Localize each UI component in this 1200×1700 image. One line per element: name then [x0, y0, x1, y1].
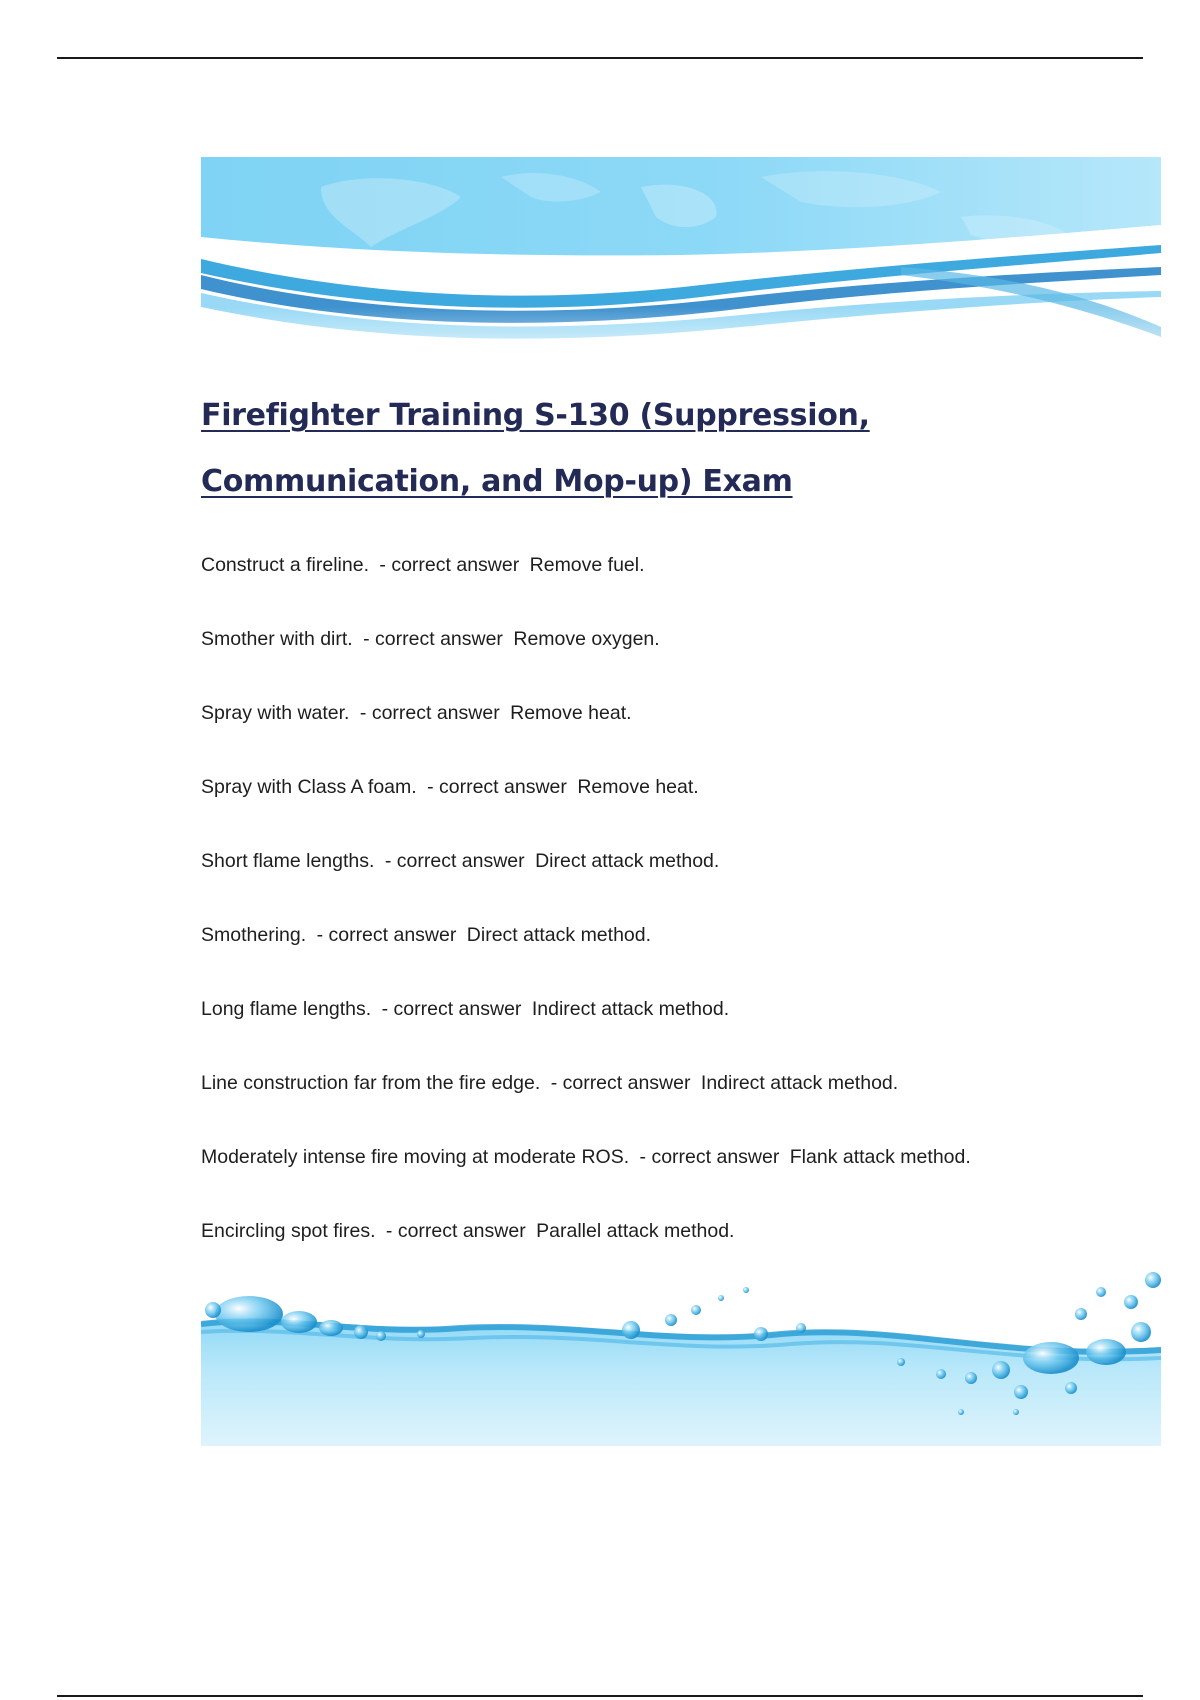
answer-text: Parallel attack method. [536, 1220, 735, 1242]
list-item [201, 1138, 1161, 1212]
question-text: Line construction far from the fire edge. [201, 1072, 541, 1094]
list-item [201, 694, 1161, 768]
answer-text: Remove oxygen. [513, 628, 660, 650]
question-text: Long flame lengths. [201, 998, 372, 1020]
list-item [201, 620, 1161, 694]
question-text: Spray with water. [201, 702, 350, 724]
bottom-rule [57, 1695, 1143, 1697]
question-text: Spray with Class A foam. [201, 776, 417, 798]
answer-text: Indirect attack method. [531, 998, 730, 1020]
list-item [201, 1064, 1161, 1138]
answer-text: Remove heat. [577, 776, 699, 798]
question-text: Moderately intense fire moving at moderate ROS. [201, 1146, 630, 1168]
water-splash-bubbles-banner [201, 1262, 1161, 1446]
answer-separator: - correct answer [639, 1146, 780, 1168]
top-rule [57, 57, 1143, 59]
list-item [201, 768, 1161, 842]
question-answer-list [201, 546, 1161, 1286]
answer-text: Indirect attack method. [700, 1072, 899, 1094]
answer-separator: - correct answer [316, 924, 457, 946]
answer-separator: - correct answer [359, 702, 500, 724]
world-map-wave-banner [201, 157, 1161, 379]
title-line-2: Communication, and Mop-up) Exam [201, 464, 793, 499]
answer-text: Flank attack method. [789, 1146, 971, 1168]
document-title [201, 383, 1161, 515]
question-text: Construct a fireline. [201, 554, 369, 576]
list-item [201, 546, 1161, 620]
question-text: Smother with dirt. [201, 628, 353, 650]
answer-separator: - correct answer [381, 998, 522, 1020]
answer-text: Remove heat. [510, 702, 632, 724]
answer-separator: - correct answer [379, 554, 520, 576]
list-item [201, 842, 1161, 916]
answer-separator: - correct answer [384, 850, 525, 872]
list-item [201, 916, 1161, 990]
answer-text: Direct attack method. [535, 850, 720, 872]
answer-text: Remove fuel. [529, 554, 645, 576]
answer-separator: - correct answer [363, 628, 503, 650]
question-text: Smothering. [201, 924, 307, 946]
list-item [201, 990, 1161, 1064]
answer-separator: - correct answer [550, 1072, 691, 1094]
question-text: Short flame lengths. [201, 850, 375, 872]
title-line-1: Firefighter Training S-130 (Suppression, [201, 398, 870, 433]
answer-text: Direct attack method. [466, 924, 652, 946]
answer-separator: - correct answer [427, 776, 567, 798]
question-text: Encircling spot fires. [201, 1220, 376, 1242]
answer-separator: - correct answer [385, 1220, 526, 1242]
